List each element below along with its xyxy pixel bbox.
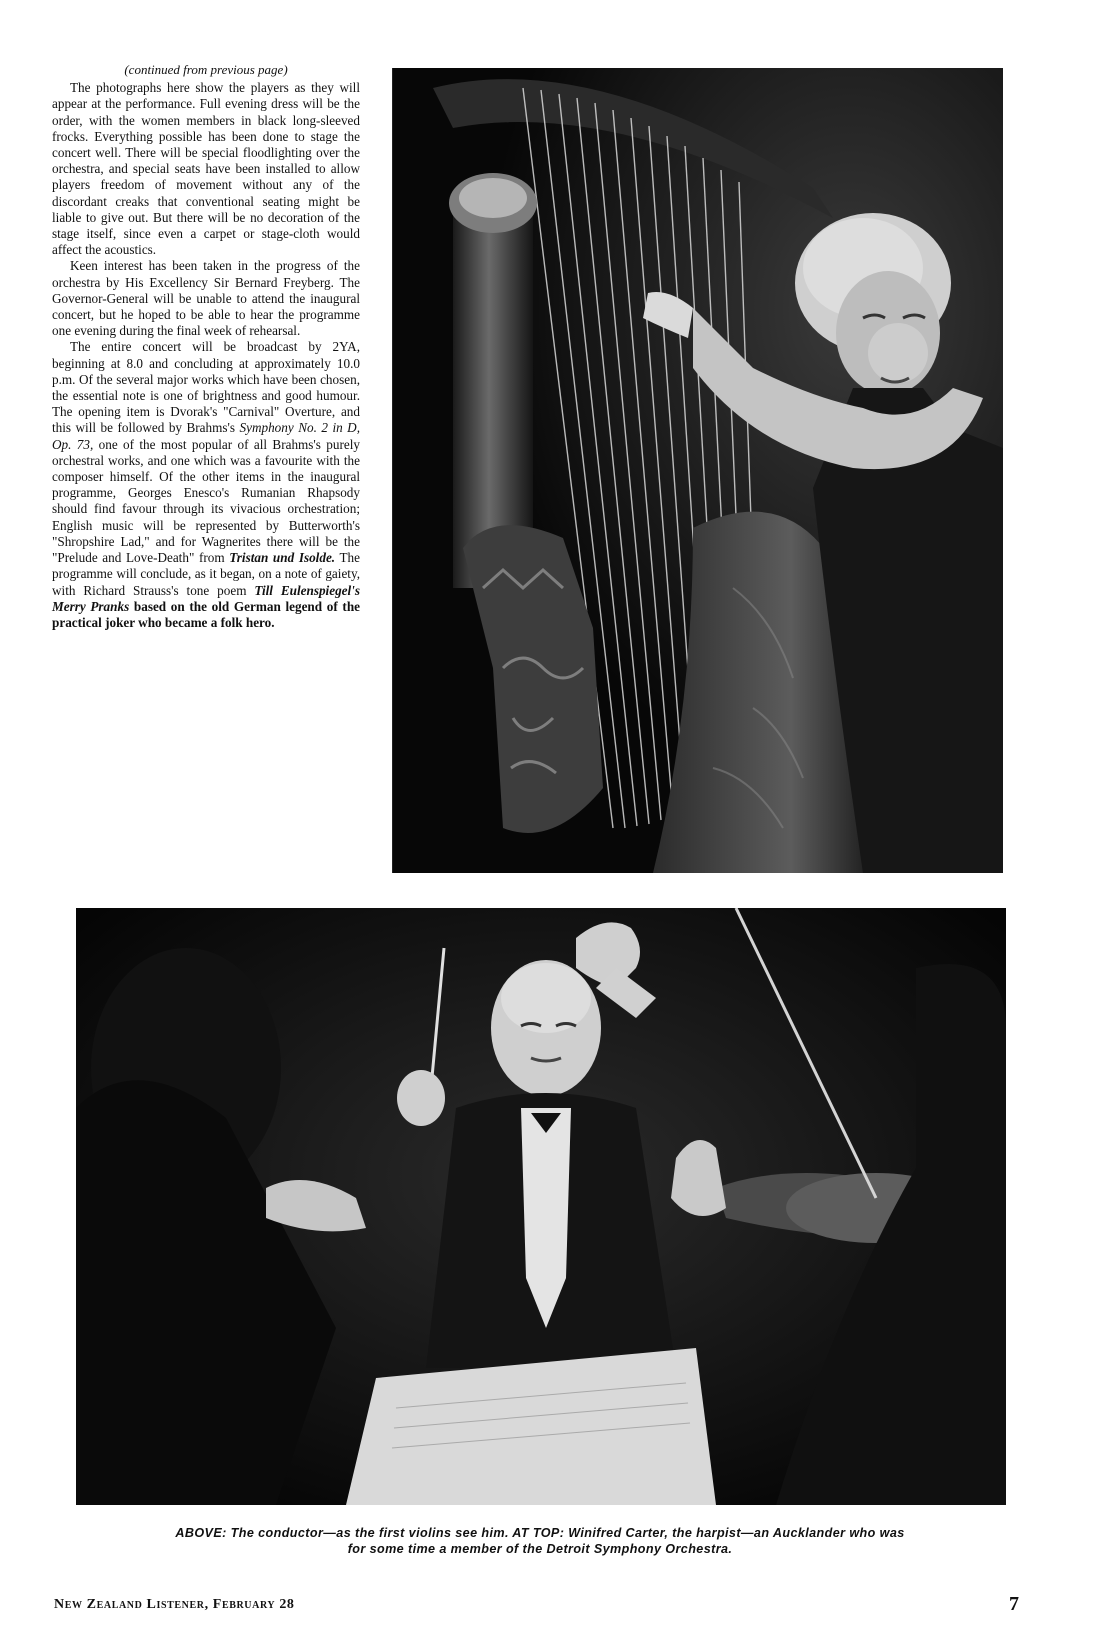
- work-title-till: Till Eulenspiegel's Merry Pranks: [52, 582, 360, 614]
- paragraph-3-text-b: one of the most popular of all Brahms's purely orchestral works, and one which was a favourite with the composer himself. Of the other items in the inaugural programme, Georges Enesco's Rumanian Rhapsody should find favour through its vivacious orchestration; English music will be represented by Butterworth's "Shropshire Lad," and for Wagnerites there will be the "Prelude and Love-Death" from: [52, 436, 360, 566]
- paragraph-3-text-d: based on the old German legend of the practical joker who became a folk hero.: [52, 598, 361, 630]
- article-paragraph-1: The photographs here show the players as they will appear at the performance. Full evening dress will be the order, with the women members in black long-sleeved frocks. Everything possible has been done to stage the concert well. There will be special floodlighting over the orchestra, and special seats have been installed to allow players freedom of movement without any of the discordant creaks that conventional seating might be liable to give out. But there will be no decoration of the stage itself, since even a carpet or stage-cloth would affect the acoustics.: [52, 80, 360, 258]
- article-column: [52, 62, 360, 631]
- harpist-photo-illustration: [393, 68, 1003, 873]
- caption-line-2: for some time a member of the Detroit Symphony Orchestra.: [347, 1542, 733, 1556]
- publication-footer: New Zealand Listener, February 28: [54, 1597, 295, 1612]
- work-title-tristan: Tristan und Isolde.: [229, 550, 336, 566]
- paragraph-3-text-a: The entire concert will be broadcast by 2YA, beginning at 8.0 and concluding at approximately 10.0 p.m. Of the several major works which have been chosen, the essential note is one of brightness and good humour. The opening item is Dvorak's "Carnival" Overture, and this will be followed by Brahms's: [52, 339, 360, 436]
- article-paragraph-3: [52, 339, 360, 631]
- page-number: 7: [1009, 1593, 1019, 1615]
- caption-line-1: ABOVE: The conductor—as the first violins see him. AT TOP: Winifred Carter, the harpist—an Aucklander who was: [175, 1526, 905, 1540]
- paragraph-3-text-c: The programme will conclude, as it began, on a note of gaiety, with Richard Strauss's tone poem: [52, 550, 360, 598]
- harpist-photo: [392, 68, 1003, 873]
- article-paragraph-2: Keen interest has been taken in the progress of the orchestra by His Excellency Sir Bernard Freyberg. The Governor-General will be unable to attend the inaugural concert, but he hoped to be able to hear the programme one evening during the final week of rehearsal.: [52, 258, 360, 339]
- continued-note: (continued from previous page): [124, 62, 288, 77]
- work-title-brahms: Symphony No. 2 in D, Op. 73,: [52, 420, 360, 452]
- conductor-photo-illustration: [76, 908, 1006, 1505]
- photo-caption: [60, 1525, 1020, 1557]
- conductor-photo: [76, 908, 1006, 1505]
